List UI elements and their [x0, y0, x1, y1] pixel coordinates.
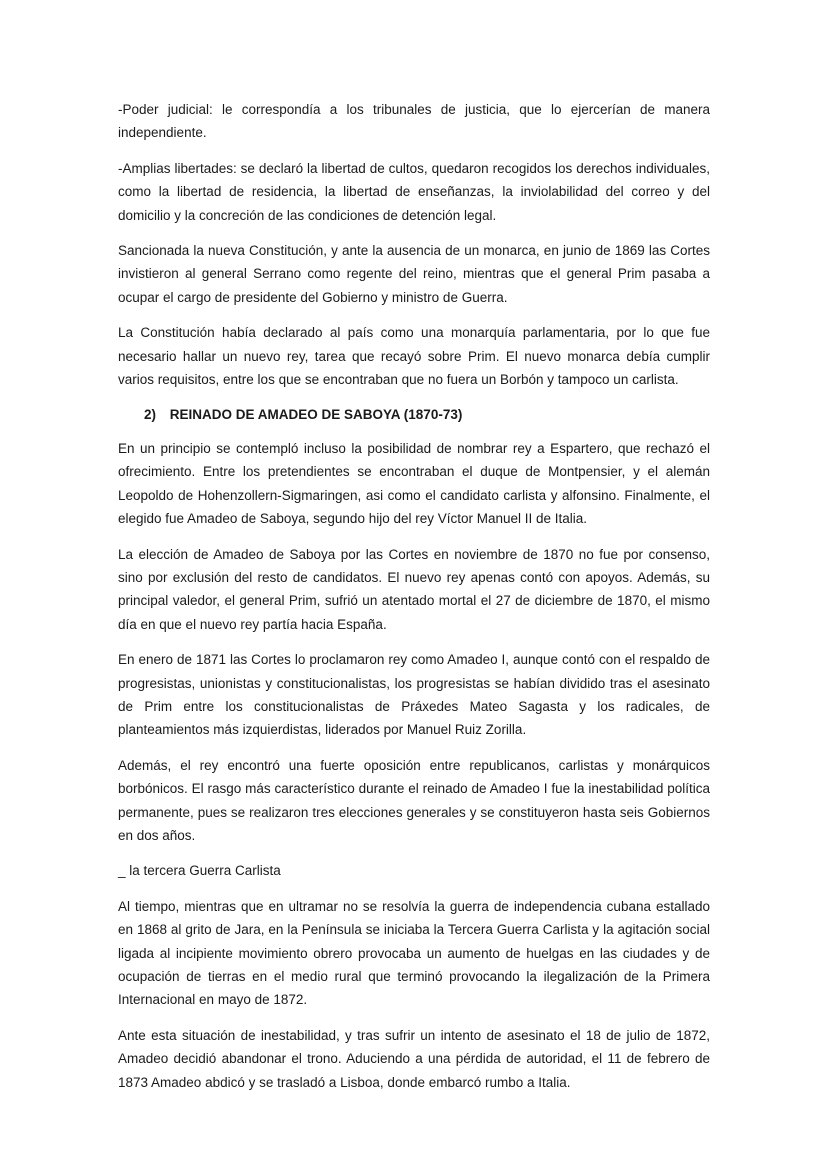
paragraph-eleccion-amadeo: La elección de Amadeo de Saboya por las Cortes en noviembre de 1870 no fue por consenso, sino por exclusión del resto de candidatos. El nuevo rey apenas contó con apoyos. Además, su principal valedor, el general Prim, sufrió un atentado mortal el 27 de diciembre de 1870, el mismo día en que el nuevo rey partía hacia España.	[118, 546, 710, 632]
paragraph-poder-judicial: -Poder judicial: le correspondía a los tribunales de justicia, que lo ejercerían de manera independiente.	[118, 102, 710, 141]
paragraph-contexto-social: Al tiempo, mientras que en ultramar no se resolvía la guerra de independencia cubana estallado en 1868 al grito de Jara, en la Península se iniciaba la Tercera Guerra Carlista y la agitación social ligada al incipiente movimiento obrero provocaba un aumento de huelgas en las ciudades y de ocupación de tierras en el medio rural que terminó provocando la ilegalización de la Primera Internacional en mayo de 1872.	[118, 898, 710, 1008]
section-heading-number: 2)	[144, 407, 157, 423]
paragraph-abdicacion: Ante esta situación de inestabilidad, y tras sufrir un intento de asesinato el 18 de julio de 1872, Amadeo decidió abandonar el trono. Aduciendo a una pérdida de autoridad, el 11 de febrero de 1873 Amadeo abdicó y se trasladó a Lisboa, donde embarcó rumbo a Italia.	[118, 1027, 710, 1090]
section-heading-title: REINADO DE AMADEO DE SABOYA (1870-73)	[169, 407, 463, 423]
paragraph-candidatos: En un principio se contempló incluso la posibilidad de nombrar rey a Espartero, que rechazó el ofrecimiento. Entre los pretendientes se encontraban el duque de Montpensier, y el alemán Leopoldo de Hohenzollern-Sigmaringen, asi como el candidato carlista y alfonsino. Finalmente, el elegido fue Amadeo de Saboya, segundo hijo del rey Víctor Manuel II de Italia.	[118, 440, 710, 527]
paragraph-proclamacion: En enero de 1871 las Cortes lo proclamaron rey como Amadeo I, aunque contó con el respaldo de progresistas, unionistas y constitucionalistas, los progresistas se habían dividido tras el asesinato de Prim entre los constitucionalistas de Práxedes Mateo Sagasta y los radicales, de planteamientos más izquierdistas, liderados por Manuel Ruiz Zorilla.	[118, 652, 710, 738]
paragraph-oposicion: Además, el rey encontró una fuerte oposición entre republicanos, carlistas y monárquicos borbónicos. El rasgo más característico durante el reinado de Amadeo I fue la inestabilidad política permanente, pues se realizaron tres elecciones generales y se constituyeron hasta seis Gobiernos en dos años.	[118, 757, 710, 843]
document-body	[118, 98, 710, 1106]
paragraph-regencia-serrano: Sancionada la nueva Constitución, y ante la ausencia de un monarca, en junio de 1869 las Cortes invistieron al general Serrano como regente del reino, mientras que el general Prim pasaba a ocupar el cargo de presidente del Gobierno y ministro de Guerra.	[118, 243, 710, 305]
paragraph-monarquia-parlamentaria: La Constitución había declarado al país como una monarquía parlamentaria, por lo que fue necesario hallar un nuevo rey, tarea que recayó sobre Prim. El nuevo monarca debía cumplir varios requisitos, entre los que se encontraban que no fuera un Borbón y tampoco un carlista.	[118, 325, 710, 388]
subheading-tercera-guerra-carlista: _ la tercera Guerra Carlista	[118, 863, 281, 879]
section-heading	[118, 403, 710, 426]
paragraph-amplias-libertades: -Amplias libertades: se declaró la libertad de cultos, quedaron recogidos los derechos individuales, como la libertad de residencia, la libertad de enseñanzas, la inviolabilidad del correo y del domicilio y la concreción de las condiciones de detención legal.	[118, 160, 710, 223]
